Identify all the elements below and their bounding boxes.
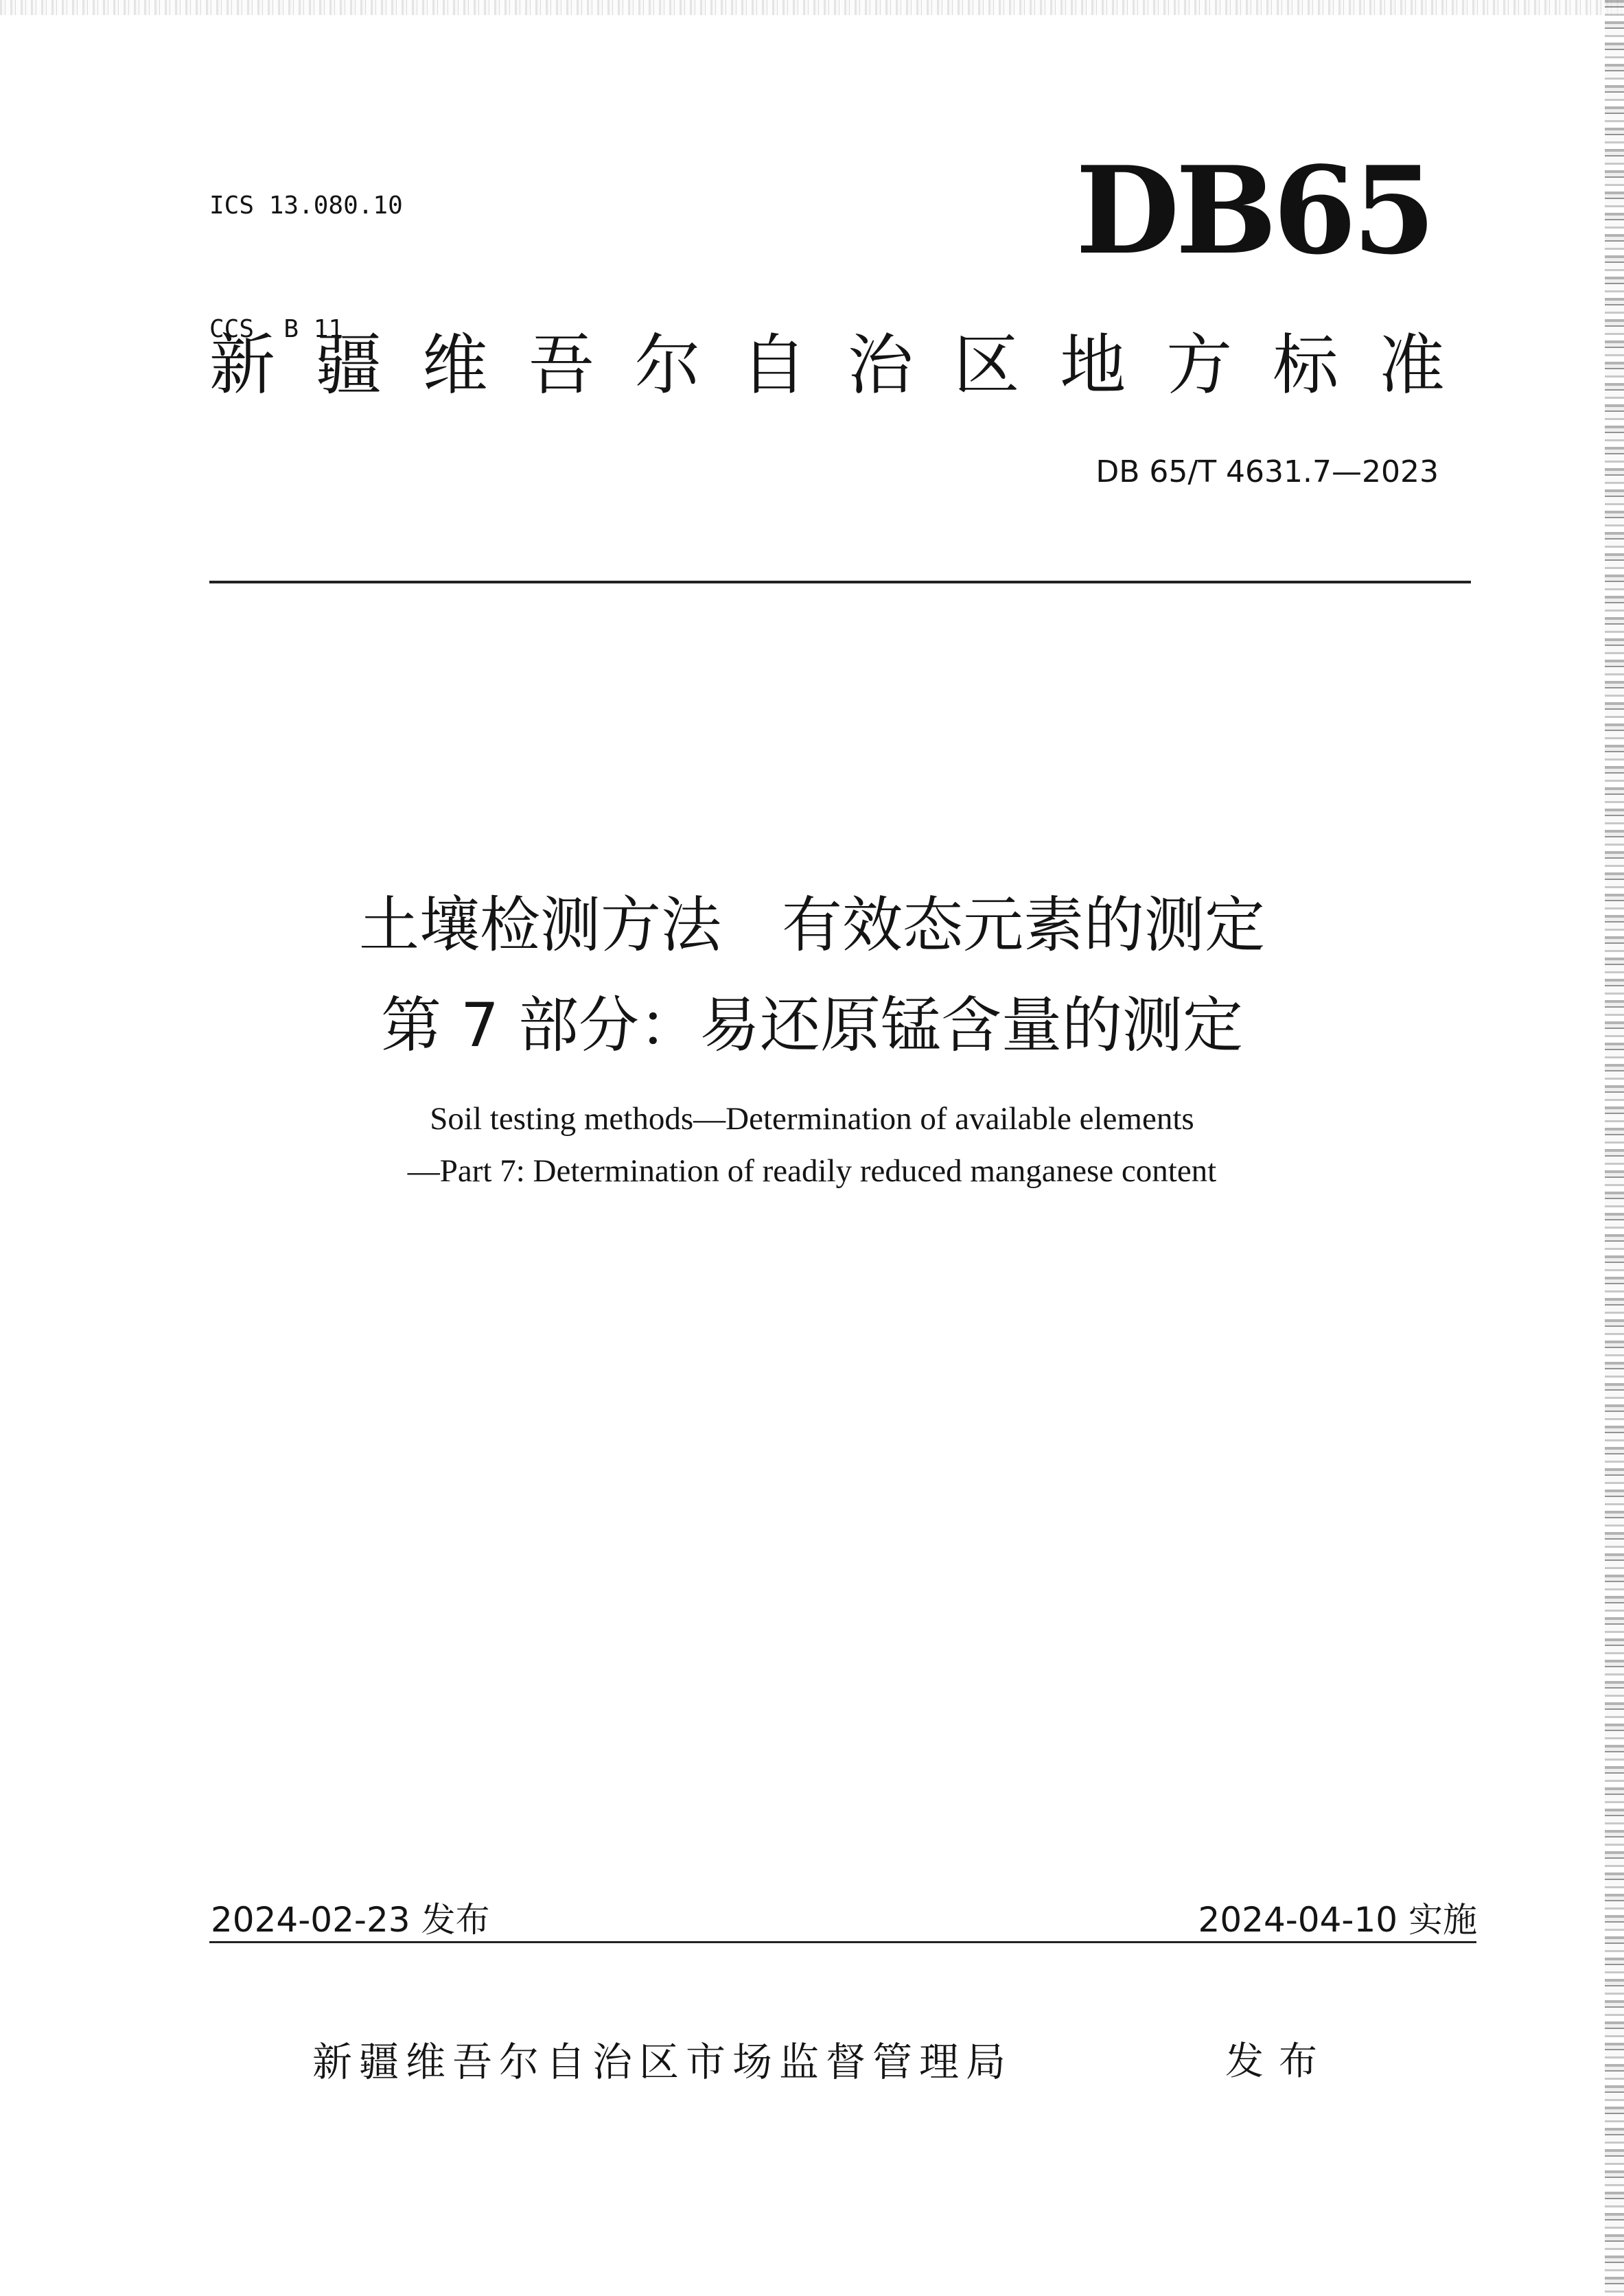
standard-type-char: 治	[847, 327, 914, 404]
ccs-code: CCS B 11	[209, 315, 344, 343]
header-divider	[209, 581, 1471, 583]
standard-type-char: 吾	[528, 327, 594, 404]
standard-type-char: 方	[1166, 327, 1233, 404]
standard-type-char: 标	[1273, 327, 1339, 404]
standard-type-char: 维	[421, 327, 488, 404]
footer-divider	[209, 1941, 1476, 1943]
chinese-title-line-1: 土壤检测方法 有效态元素的测定	[358, 890, 1265, 960]
scan-edge-top	[0, 0, 1624, 15]
standard-type-char: 准	[1378, 327, 1445, 404]
publisher-name: 新疆维吾尔自治区市场监督管理局	[312, 2039, 1013, 2085]
english-title	[0, 1093, 1624, 1197]
ics-code: ICS 13.080.10	[209, 192, 403, 220]
chinese-title	[0, 875, 1624, 1076]
db-logo: DB65	[1075, 141, 1432, 281]
standard-type-char: 尔	[634, 327, 701, 404]
english-title-line-2: —Part 7: Determination of readily reduced manganese content	[407, 1153, 1217, 1189]
standard-type-char: 疆	[315, 327, 382, 404]
release-date: 2024-02-23 发布	[211, 1900, 490, 1940]
standard-type-char: 自	[741, 327, 807, 404]
implementation-date: 2024-04-10 实施	[1198, 1900, 1477, 1940]
standard-type-char: 新	[209, 327, 275, 404]
standard-type-title	[209, 324, 1445, 406]
publish-label: 发布	[1225, 2039, 1332, 2084]
standard-number: DB 65/T 4631.7—2023	[1095, 454, 1439, 489]
english-title-line-1: Soil testing methods—Determination of available elements	[430, 1101, 1194, 1137]
standard-type-char: 地	[1060, 327, 1126, 404]
chinese-title-line-2: 第 7 部分：易还原锰含量的测定	[381, 990, 1243, 1060]
standard-type-char: 区	[953, 327, 1020, 404]
